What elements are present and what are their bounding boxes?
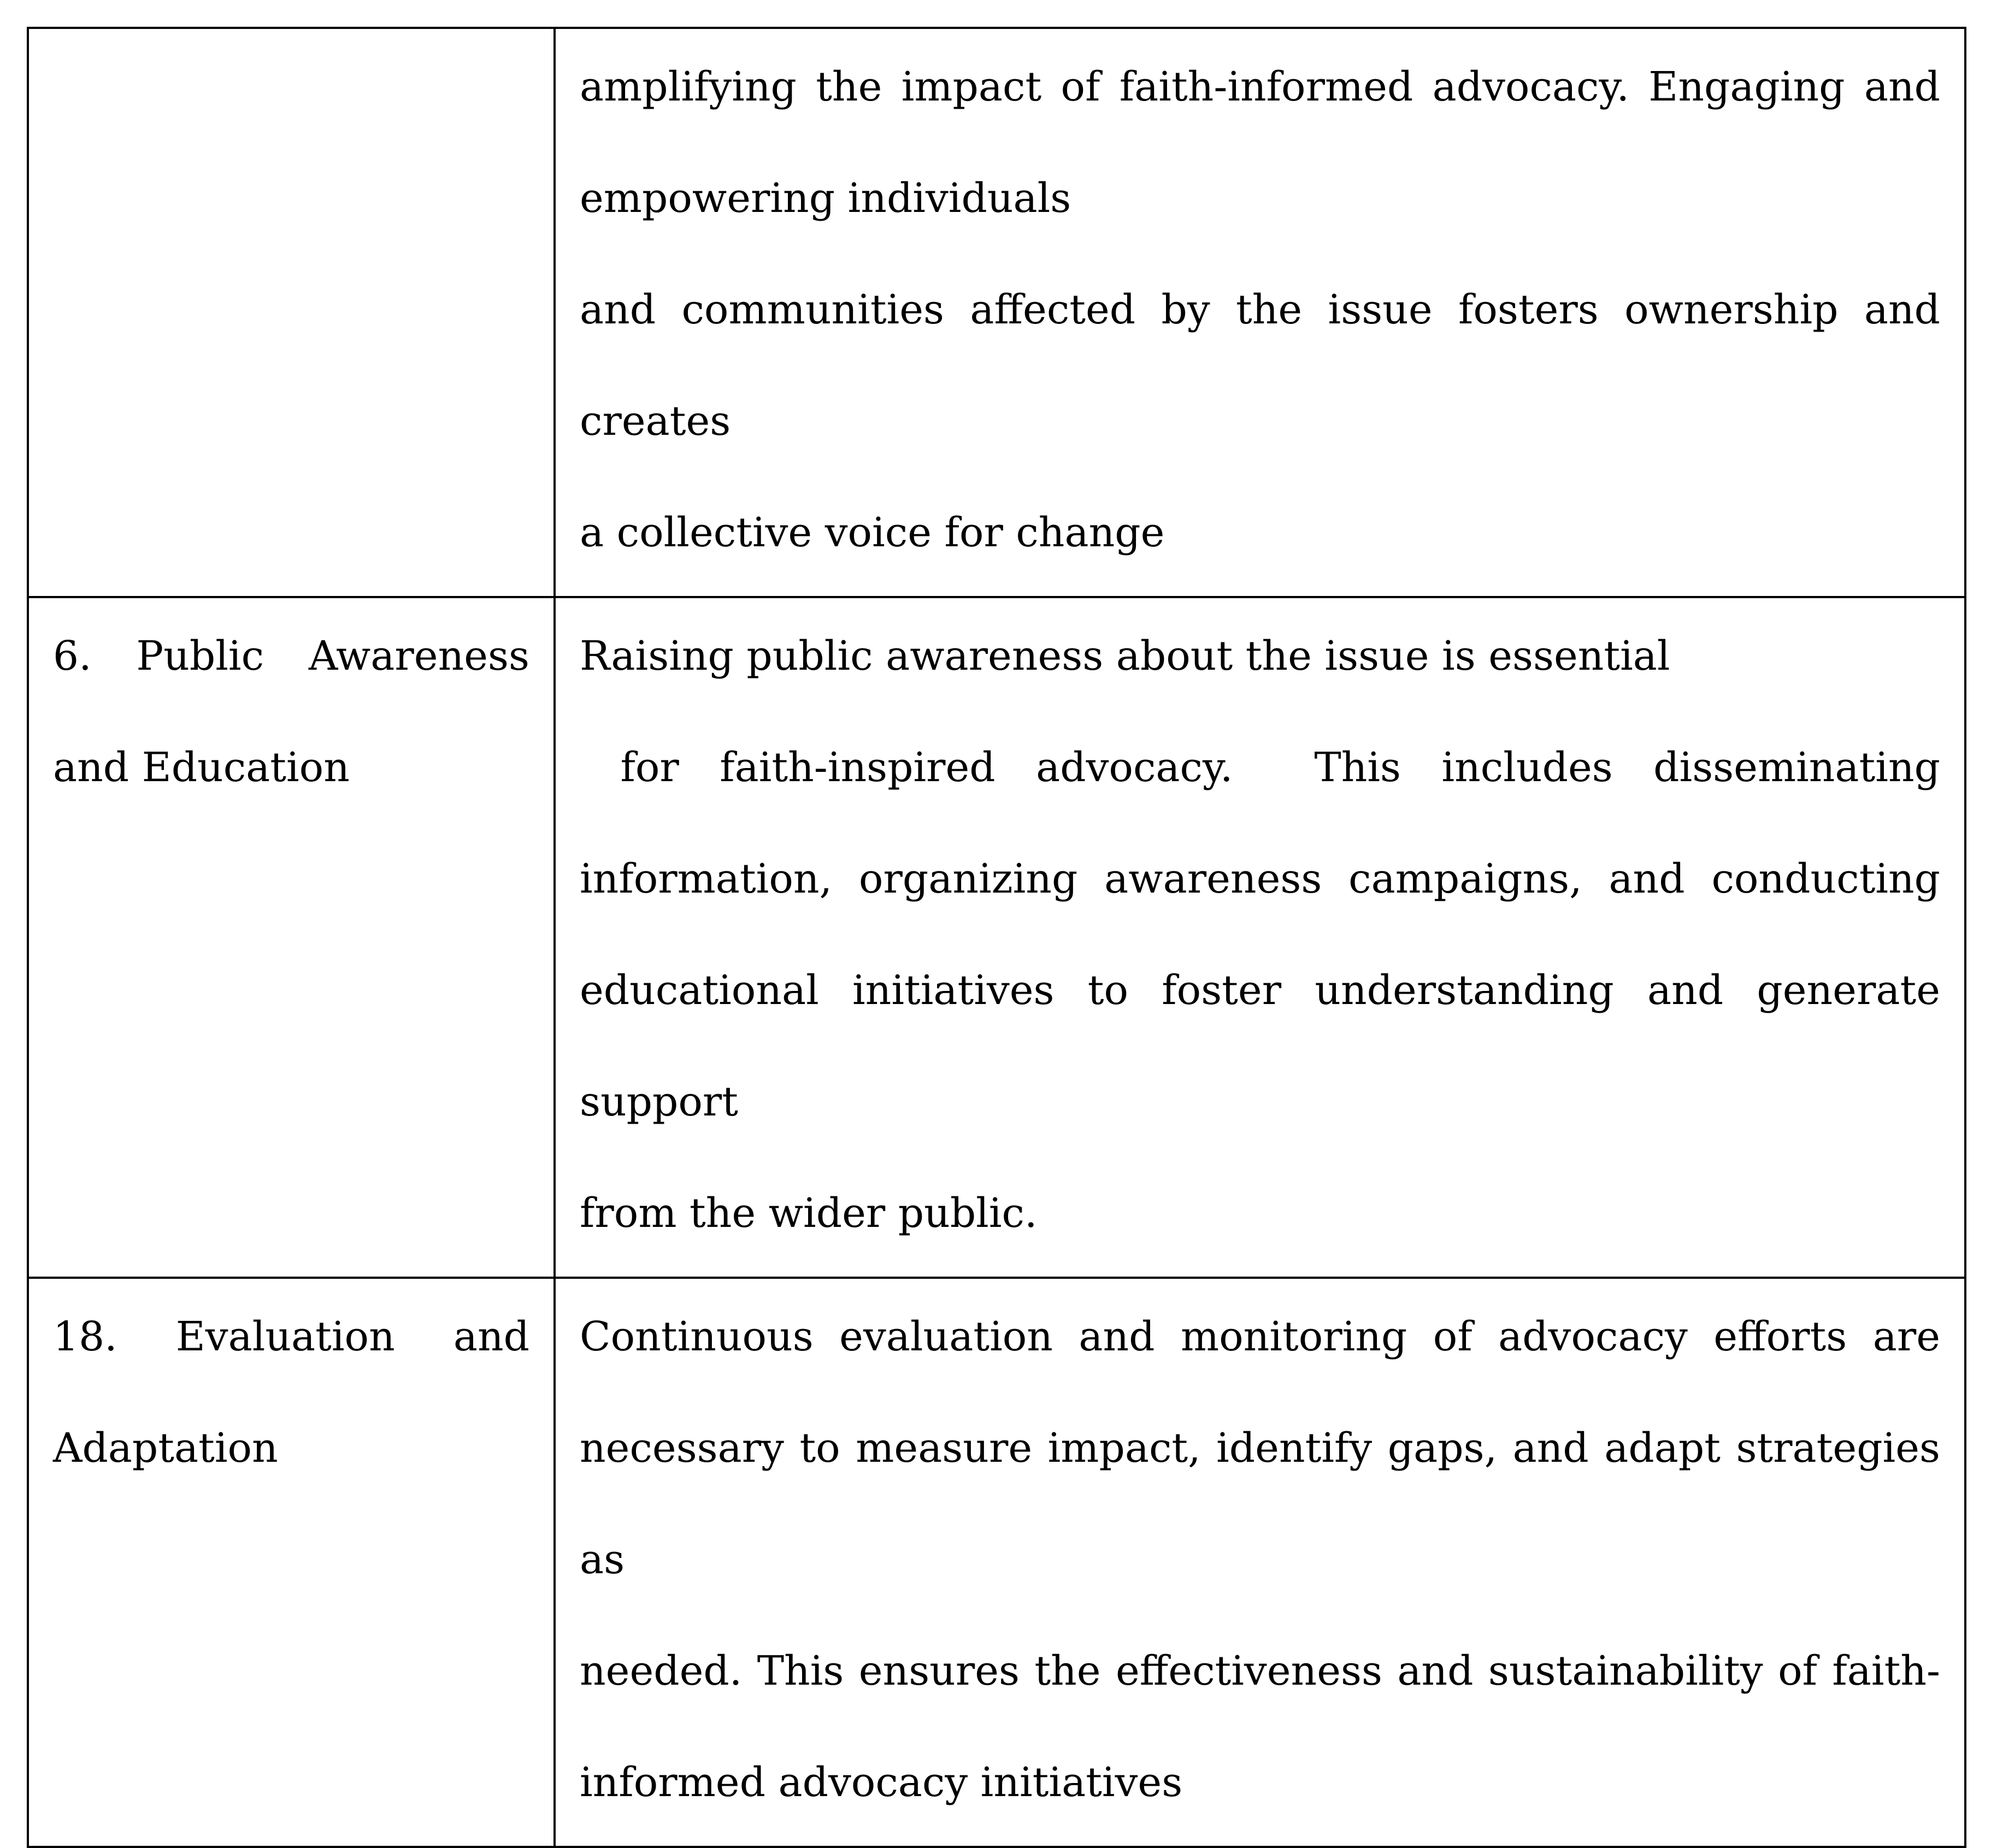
body-line: from the wider public. (580, 1190, 1038, 1237)
body-line: empowering individuals (580, 175, 1071, 222)
body-line: educational initiatives to foster understanding and generate support (580, 967, 1940, 1125)
row-heading-cell (28, 597, 555, 1278)
row-body-cell (555, 1278, 1965, 1847)
heading-line: and Education (53, 744, 350, 791)
body-line: a collective voice for change (580, 509, 1165, 556)
row-heading (53, 29, 529, 39)
row-heading (53, 598, 529, 831)
body-line: information, organizing awareness campaigns, and conducting (580, 855, 1940, 902)
table-row (28, 28, 1965, 597)
heading-line: 6. Public Awareness (53, 633, 529, 680)
body-line: Continuous evaluation and monitoring of advocacy efforts are (580, 1313, 1940, 1360)
body-line: and communities affected by the issue fosters ownership and creates (580, 286, 1940, 445)
row-heading-cell (28, 1278, 555, 1847)
row-body (580, 1279, 1940, 1846)
body-line: amplifying the impact of faith-informed advocacy. Engaging and (580, 63, 1940, 110)
row-body-cell (555, 597, 1965, 1278)
content-table (27, 27, 1966, 1848)
table-row (28, 1278, 1965, 1847)
heading-line: Adaptation (53, 1425, 278, 1472)
row-heading-cell (28, 28, 555, 597)
table-row (28, 597, 1965, 1278)
body-line: Raising public awareness about the issue is essential (580, 633, 1670, 680)
body-line: necessary to measure impact, identify gaps, and adapt strategies as (580, 1425, 1940, 1583)
body-line: for faith-inspired advocacy. This includes disseminating (580, 744, 1940, 791)
body-line: needed. This ensures the effectiveness and sustainability of faith- (580, 1648, 1940, 1695)
row-heading (53, 1279, 529, 1512)
body-line: informed advocacy initiatives (580, 1759, 1183, 1806)
row-body (580, 598, 1940, 1277)
heading-line: 18. Evaluation and (53, 1313, 529, 1360)
row-body-cell (555, 28, 1965, 597)
row-body (580, 29, 1940, 596)
